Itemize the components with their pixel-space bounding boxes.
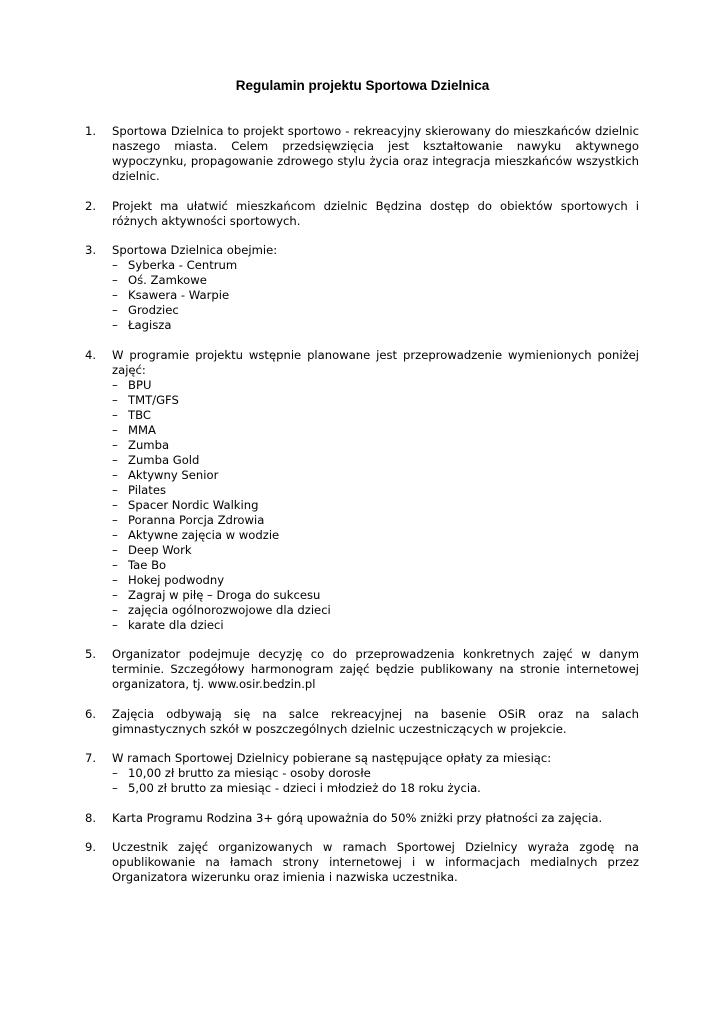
activity-item <box>112 393 639 408</box>
item-number: 2. <box>85 198 97 213</box>
item-text: Projekt ma ułatwić mieszkańcom dzielnic Będzina dostęp do obiektów sportowych i różnych aktywności sportowych. <box>112 198 639 228</box>
item-number: 4. <box>85 347 97 362</box>
item-text: W ramach Sportowej Dzielnicy pobierane są następujące opłaty za miesiąc: <box>112 751 552 765</box>
activity-item <box>112 408 639 423</box>
regulation-item-1 <box>85 124 639 184</box>
regulation-item-9 <box>85 840 639 885</box>
dash-bullet: – <box>112 497 118 512</box>
district-item <box>112 318 639 333</box>
district-name: Grodziec <box>128 303 179 317</box>
district-name: Oś. Zamkowe <box>128 273 207 287</box>
dash-bullet: – <box>112 602 118 617</box>
item-text: W programie projektu wstępnie planowane jest przeprowadzenie wymienionych poniżej zajęć: <box>112 347 639 377</box>
item-text: Uczestnik zajęć organizowanych w ramach Sportowej Dzielnicy wyraża zgodę na opublikowanie na łamach strony internetowej i w informacjach medialnych przez Organizatora wizerunku oraz imienia i nazwiska uczestnika. <box>112 840 639 884</box>
activity-item <box>112 573 639 588</box>
fee-item <box>112 766 639 781</box>
activity-name: Hokej podwodny <box>128 572 225 587</box>
dash-bullet: – <box>112 407 118 422</box>
activity-name: karate dla dzieci <box>128 617 224 632</box>
item-number: 5. <box>85 647 97 661</box>
activity-item <box>112 453 639 468</box>
dash-bullet: – <box>112 557 118 572</box>
activity-list <box>112 378 639 633</box>
dash-bullet: – <box>112 392 118 407</box>
activity-name: BPU <box>128 377 152 392</box>
district-item <box>112 288 639 303</box>
activity-name: Aktywny Senior <box>128 467 219 482</box>
dash-bullet: – <box>112 422 118 437</box>
item-text: Sportowa Dzielnica obejmie: <box>112 243 278 257</box>
activity-name: Tae Bo <box>128 557 167 572</box>
dash-bullet: – <box>112 273 118 287</box>
activity-item <box>112 603 639 618</box>
dash-bullet: – <box>112 617 118 632</box>
activity-item <box>112 498 639 513</box>
dash-bullet: – <box>112 766 118 780</box>
item-text: Zajęcia odbywają się na salce rekreacyjnej na basenie OSiR oraz na salach gimnastycznych szkół w poszczególnych dzielnic uczestniczących w projekcie. <box>112 706 639 736</box>
item-number: 6. <box>85 706 97 721</box>
district-name: Syberka - Centrum <box>128 258 238 272</box>
regulation-item-5 <box>85 647 639 692</box>
activity-item <box>112 468 639 483</box>
activity-name: Deep Work <box>128 542 192 557</box>
document-title: Regulamin projektu Sportowa Dzielnica <box>235 78 490 93</box>
dash-bullet: – <box>112 542 118 557</box>
district-item <box>112 273 639 288</box>
dash-bullet: – <box>112 318 118 332</box>
activity-name: Pilates <box>128 482 167 497</box>
item-number: 1. <box>85 124 97 138</box>
regulation-item-2 <box>85 199 639 229</box>
dash-bullet: – <box>112 512 118 527</box>
dash-bullet: – <box>112 303 118 317</box>
activity-name: Aktywne zajęcia w wodzie <box>128 527 280 542</box>
dash-bullet: – <box>112 377 118 392</box>
district-name: Łagisza <box>128 318 172 332</box>
dash-bullet: – <box>112 572 118 587</box>
activity-name: MMA <box>128 422 156 437</box>
regulation-list <box>85 124 639 900</box>
activity-item <box>112 438 639 453</box>
item-text: Organizator podejmuje decyzję co do przeprowadzenia konkretnych zajęć w danym terminie. Szczegółowy harmonogram zajęć będzie publikowany na stronie internetowej organizatora, tj. www.osir.bedzin.pl <box>112 647 639 691</box>
dash-bullet: – <box>112 587 118 602</box>
activity-item <box>112 423 639 438</box>
activity-item <box>112 558 639 573</box>
district-item <box>112 303 639 318</box>
activity-name: TBC <box>128 407 151 422</box>
activity-item <box>112 618 639 633</box>
regulation-item-8 <box>85 811 639 826</box>
district-name: Ksawera - Warpie <box>128 288 230 302</box>
activity-name: Zumba Gold <box>128 452 200 467</box>
dash-bullet: – <box>112 452 118 467</box>
district-list <box>112 258 639 333</box>
dash-bullet: – <box>112 467 118 482</box>
activity-name: Poranna Porcja Zdrowia <box>128 512 265 527</box>
fee-text: 5,00 zł brutto za miesiąc - dzieci i młodzież do 18 roku życia. <box>128 781 481 795</box>
activity-item <box>112 588 639 603</box>
dash-bullet: – <box>112 527 118 542</box>
activity-name: TMT/GFS <box>128 392 179 407</box>
activity-name: Zagraj w piłę – Droga do sukcesu <box>128 587 321 602</box>
regulation-item-4 <box>85 348 639 633</box>
activity-item <box>112 528 639 543</box>
fee-item <box>112 781 639 796</box>
activity-name: Zumba <box>128 437 170 452</box>
regulation-item-3 <box>85 243 639 333</box>
dash-bullet: – <box>112 288 118 302</box>
activity-name: Spacer Nordic Walking <box>128 497 259 512</box>
fee-list <box>112 766 639 796</box>
item-text: Karta Programu Rodzina 3+ górą upoważnia do 50% zniżki przy płatności za zajęcia. <box>112 810 603 825</box>
dash-bullet: – <box>112 781 118 795</box>
regulation-item-6 <box>85 707 639 737</box>
item-text: Sportowa Dzielnica to projekt sportowo - rekreacyjny skierowany do mieszkańców dzielnic naszego miasta. Celem przedsięwzięcia jest kształtowanie nawyku aktywnego wypoczynku, propagowanie zdrowego stylu życia oraz integracja mieszkańców wszystkich dzielnic. <box>112 124 639 183</box>
dash-bullet: – <box>112 437 118 452</box>
dash-bullet: – <box>112 482 118 497</box>
activity-item <box>112 543 639 558</box>
item-number: 9. <box>85 840 97 854</box>
activity-item <box>112 483 639 498</box>
item-number: 7. <box>85 751 97 765</box>
item-number: 3. <box>85 243 97 257</box>
activity-item <box>112 378 639 393</box>
item-number: 8. <box>85 810 97 825</box>
dash-bullet: – <box>112 258 118 272</box>
activity-item <box>112 513 639 528</box>
fee-text: 10,00 zł brutto za miesiąc - osoby dorosłe <box>128 766 371 780</box>
activity-name: zajęcia ogólnorozwojowe dla dzieci <box>128 602 331 617</box>
district-item <box>112 258 639 273</box>
regulation-item-7 <box>85 751 639 796</box>
